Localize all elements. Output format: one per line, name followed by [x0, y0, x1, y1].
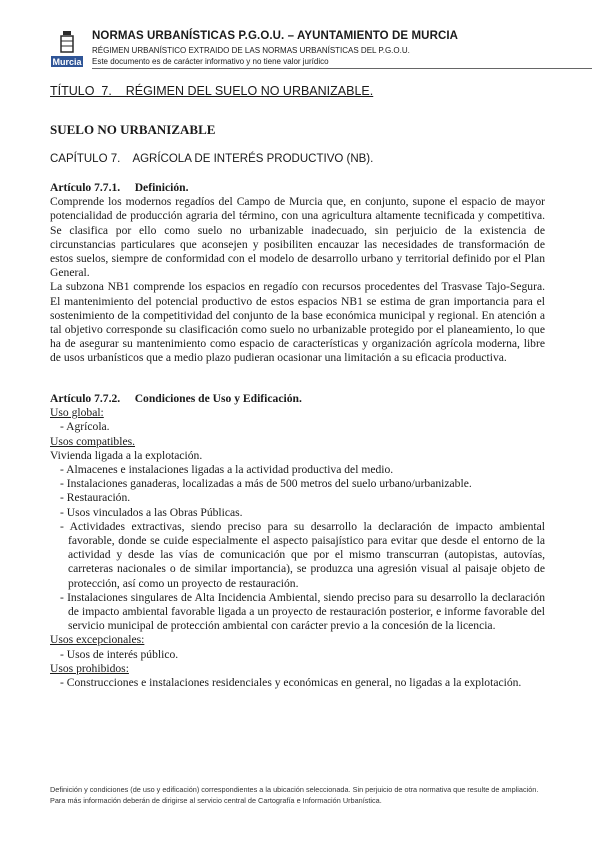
header-title: NORMAS URBANÍSTICAS P.G.O.U. – AYUNTAMIENTO DE MURCIA: [92, 30, 459, 42]
header-divider: [92, 68, 592, 69]
list-item: - Usos vinculados a las Obras Públicas.: [60, 505, 243, 519]
list-item: - Agrícola.: [60, 420, 110, 434]
header-note: Este documento es de carácter informativo y no tiene valor jurídico: [92, 57, 329, 66]
titulo-heading: TÍTULO 7. RÉGIMEN DEL SUELO NO URBANIZABLE.: [50, 84, 374, 98]
usos-prohibidos-label: Usos prohibidos:: [50, 661, 129, 675]
document-footer: Definición y condiciones (de uso y edificación) correspondientes a la ubicación seleccionada. Sin perjuicio de otra normativa que resulte de ampliación. Para más información deberán de dirigirse al servicio central de Cartografía e Información Urbanística.: [50, 785, 539, 805]
article-7-7-1: [50, 181, 545, 366]
list-item: - Restauración.: [60, 491, 131, 505]
murcia-crest-icon: [50, 30, 84, 70]
usos-excepcionales-label: Usos excepcionales:: [50, 633, 145, 647]
logo-text: Murcia: [52, 57, 82, 67]
article-heading: Artículo 7.7.2. Condiciones de Uso y Edificación.: [50, 392, 302, 405]
list-item: - Actividades extractivas, siendo preciso para su desarrollo la declaración de impacto ambiental favorable, donde se cuide especialmente el aspecto paisajístico para evitar que desde el entorno de la actividad y desde las vías de comunicación que por el mismo transcurran (autopistas, autovías, carreteras nacionales o de similar importancia), se produzca una agresión visual al paisaje objeto de protección, así como un proyecto de restauración.: [60, 519, 545, 590]
document-header: [50, 28, 560, 70]
article-7-7-2: [50, 392, 545, 690]
paragraph: La subzona NB1 comprende los espacios en regadío con recursos procedentes del Trasvase Tajo-Segura. El mantenimiento del potencial productivo de estos espacios NB1 se estima de gran importancia para el sostenimiento de la competitividad del conjunto de la base económica municipal y regional. En atención a tal objetivo corresponde su clasificación como suelo no urbanizable protegido por el planeamiento, lo que ha de asegurar su mantenimiento como espacio de características y organización agrícola moderna, libre de usos urbanísticos que a medio plazo pudieran ocasionar una limitación a su eficacia productiva.: [50, 280, 545, 365]
list-item: - Instalaciones ganaderas, localizadas a más de 500 metros del suelo urbano/urbanizable.: [60, 477, 472, 491]
header-subtitle: RÉGIMEN URBANÍSTICO EXTRAIDO DE LAS NORMAS URBANÍSTICAS DEL P.G.O.U.: [92, 46, 410, 55]
section-title: SUELO NO URBANIZABLE: [50, 122, 216, 137]
capitulo-heading: CAPÍTULO 7. AGRÍCOLA DE INTERÉS PRODUCTIVO (NB).: [50, 153, 374, 165]
list-item: - Usos de interés público.: [60, 647, 179, 661]
list-item: - Construcciones e instalaciones residenciales y económicas en general, no ligadas a la explotación.: [60, 676, 522, 690]
uso-global-label: Uso global:: [50, 406, 104, 420]
usos-compatibles-label: Usos compatibles.: [50, 434, 136, 448]
paragraph: Comprende los modernos regadíos del Campo de Murcia que, en conjunto, supone el espacio de mayor potencialidad de producción agraria del término, con una agricultura altamente tecnificada y competitiva. Se clasifica por ello como suelo no urbanizable inadecuado, sin perjuicio de la existencia de circunstancias particulares que aconsejen y posibiliten encauzar las necesidades de transformación de estos suelos, siempre de conformidad con el modelo de desarrollo urbano y territorial definido por el Plan General.: [50, 195, 545, 280]
list-item: - Instalaciones singulares de Alta Incidencia Ambiental, siendo preciso para su desarrollo la declaración de impacto ambiental favorable ligada a un proyecto de restauración posterior, e informe favorable del servicio municipal de protección ambiental con carácter previo a la concesión de la licencia.: [60, 590, 545, 633]
article-heading: Artículo 7.7.1. Definición.: [50, 181, 189, 194]
list-item: - Almacenes e instalaciones ligadas a la actividad productiva del medio.: [60, 463, 394, 477]
vivienda-line: Vivienda ligada a la explotación.: [50, 448, 203, 462]
